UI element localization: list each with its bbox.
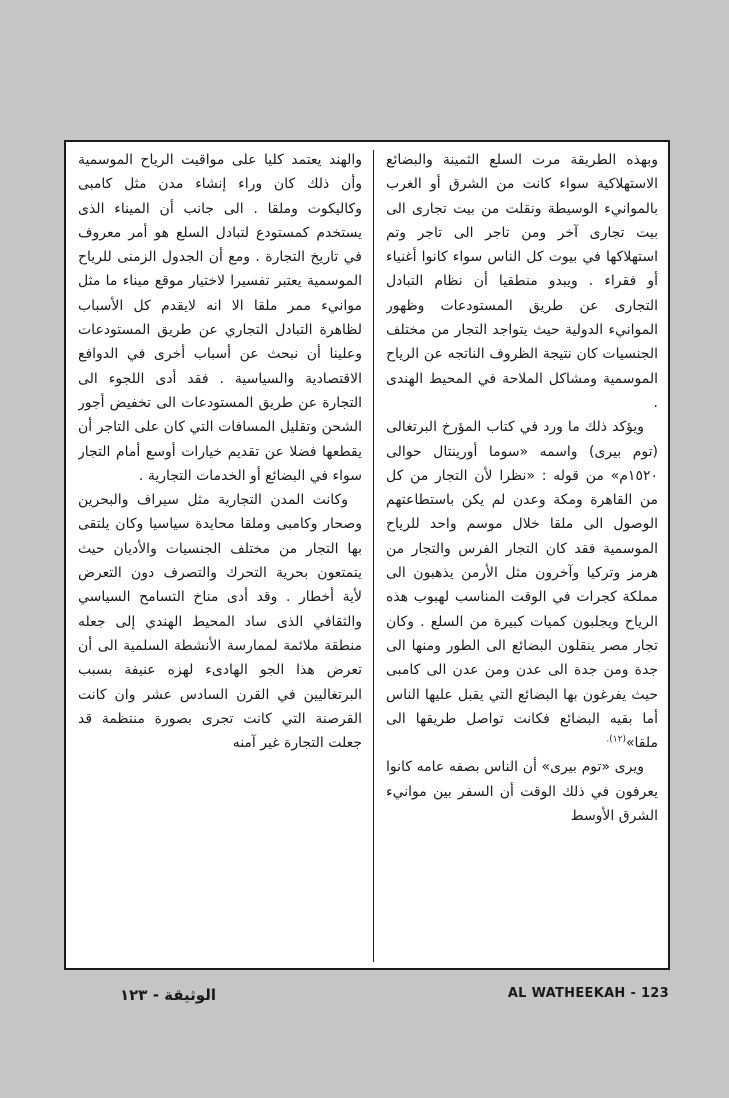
paragraph: وكانت المدن التجارية مثل سيراف والبحرين وصحار وكامبى وملقا محايدة سياسيا وكان يلتقى بها التجار من مختلف الجنسيات والأديان حيث يتمتعون بحرية التحرك والتصرف دون التعرض لأية أخطار . وقد أدى مناخ التسامح السياسي والثقافي الذى ساد المحيط الهندي إلى جعله منطقة ملائمة لممارسة الأنشطة السلمية الى أن تعرض هذا الجو الهادىء لهزه عنيفة بسبب البرتغاليين في القرن السادس عشر وان كانت القرصنة التي كانت تجرى بصورة منتظمة قد جعلت التجارة غير آمنه <box>78 492 362 752</box>
column-divider <box>373 150 374 962</box>
paragraph-text: ويؤكد ذلك ما ورد في كتاب المؤرخ البرتغالى (توم بيرى) واسمه «سوما أورينتال حوالى ١٥٢٠م» من قوله : «نظرا لأن التجار من كل من القاهرة ومكة وعدن لم يكن باستطاعتهم الوصول الى ملقا خلال موسم واحد للرياح الموسمية فقد كان التجار الفرس والتجار من هرمز وتركيا وآخرون مثل الأرمن يذهبون الى مملكة كجرات في الوقت المناسب لهبوب هذه الرياح ويجلبون كميات كبيرة من السلع . وكان تجار مصر ينقلون البضائع الى الطور ومنها الى جدة ومن جدة الى عدن ومن عدن الى كامبى حيث يفرغون بها البضائع التي يقبل عليها الناس أما بقيه البضائع فكانت تواصل طريقها الى ملقا» <box>386 419 658 752</box>
paragraph: والهند يعتمد كليا على مواقيت الرياح الموسمية وأن ذلك كان وراء إنشاء مدن مثل كامبى وكاليكوت وملقا . الى جانب أن الميناء الذى يستخدم كمستودع لتبادل السلع هو أمر معروف في تاريخ التجارة . ومع أن الجدول الزمنى للرياح الموسمية يعتبر تفسيرا لاختيار موقع ميناء ما مثل موانيء ممر ملقا الا انه لايقدم كل الأسباب لظاهرة التبادل التجاري عن طريق المستودعات وعلينا أن نبحث عن أسباب أخرى في الدوافع الاقتصادية والسياسية . فقد أدى اللجوء الى التجارة عن طريق المستودعات الى تخفيض أجور الشحن وتقليل المسافات التي كان على التاجر أن يقطعها فضلا عن تقديم خيارات أوسع أمام التجار سواء في البضائع أو الخدمات التجارية . <box>78 152 362 484</box>
paragraph: وبهذه الطريقة مرت السلع الثمينة والبضائع الاستهلاكية سواء كانت من الشرق أو الغرب بالموانيء الوسيطة ونقلت من بيت تجارى الى بيت تجارى آخر ومن تاجر الى تاجر وتم استهلاكها في بيوت كل الناس سواء كانوا أغنياء أو فقراء . ويبدو منطقيا أن نظام التبادل التجارى عن طريق المستودعات وظهور الموانيء الدولية حيث يتواجد التجار من مختلف الجنسيات كان نتيجة الظروف الناتجه عن الرياح الموسمية ومشاكل الملاحة في المحيط الهندى . <box>386 152 658 411</box>
paragraph: ويرى «توم بيرى» أن الناس بصفه عامه كانوا يعرفون في ذلك الوقت أن السفر بين موانيء الشرق الأوسط <box>386 759 658 825</box>
footnote-reference: (١٢). <box>606 734 626 745</box>
left-text-column <box>78 148 362 966</box>
paragraph-with-quote <box>386 415 658 755</box>
footer-latin-page-number: AL WATHEEKAH - 123 <box>507 986 669 1001</box>
right-text-column <box>386 148 658 966</box>
footer-arabic-page-number: الوثيقة - ١٢٣ <box>120 986 216 1004</box>
